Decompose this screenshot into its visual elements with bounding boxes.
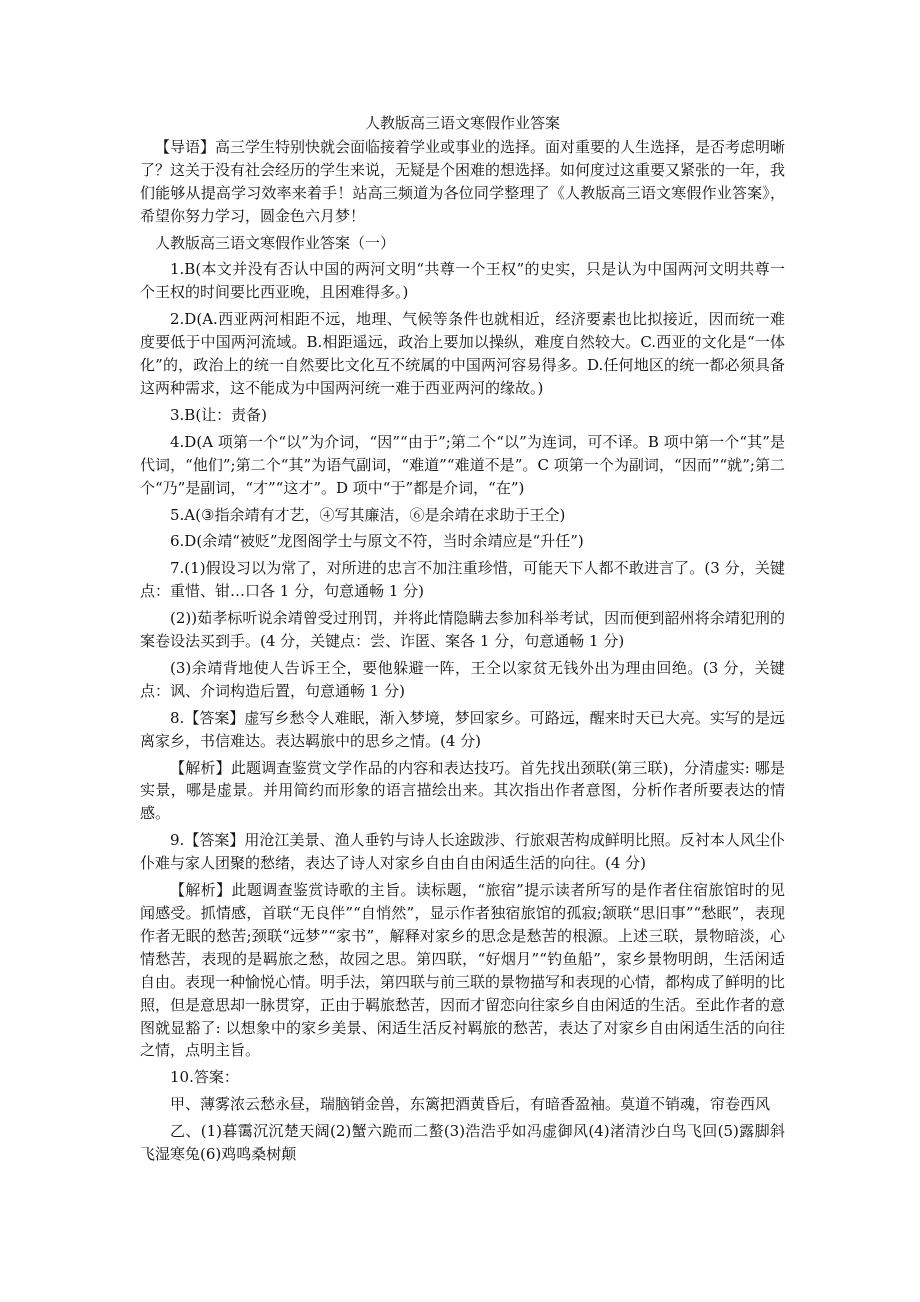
answer-item-5: 5.A(③指余靖有才艺，④写其廉洁，⑥是余靖在求助于王仝) [170,505,566,524]
analysis-item-8: 【解析】此题调查鉴赏文学作品的内容和表达技巧。首先找出颈联(第三联)，分清虚实: 哪是实景，哪是虚景。并用简约而形象的语言描绘出来。其次指出作者意图，分析作者所要表达的情感。 [140,758,785,823]
section-heading: 人教版高三语文寒假作业答案（一） [155,233,396,252]
answer-item-1: 1.B(本文并没有否认中国的两河文明“共尊一个王权”的史实，只是认为中国两河文明共尊一个王权的时间要比西亚晚，且困难得多。) [140,260,785,302]
answer-item-8: 8.【答案】虚写乡愁令人难眠，渐入梦境，梦回家乡。可路远，醒来时天已大亮。实写的是远离家乡，书信难达。表达羁旅中的思乡之情。(4 分) [140,708,785,750]
answer-item-7-3: (3)余靖背地使人告诉王仝，要他躲避一阵，王仝以家贫无钱外出为理由回绝。(3 分，关键点：讽、介词构造后置，句意通畅 1 分) [140,658,785,700]
answer-item-3: 3.B(让：责备) [170,405,268,424]
answer-item-7-1: 7.(1)假设习以为常了，对所进的忠言不加注重珍惜，可能天下人都不敢进言了。(3 分，关键点：重惜、钳…口各 1 分，句意通畅 1 分) [140,559,785,601]
document-page [140,112,785,1170]
answer-item-10: 10.答案： [170,1068,239,1087]
answer-item-6: 6.D(余靖“被贬”龙图阁学士与原文不符，当时余靖应是“升任”) [170,532,584,551]
analysis-item-9: 【解析】此题调查鉴赏诗歌的主旨。读标题，“旅宿”提示读者所写的是作者住宿旅馆时的见闻感受。抓情感，首联“无良伴”“自悄然”，显示作者独宿旅馆的孤寂;颔联“思旧事”“愁眠”，表现作者无眠的愁苦;颈联“远梦”“家书”，解释对家乡的思念是愁苦的根源。上述三联，景物暗淡，心情愁苦，表现的是羁旅之愁，故园之思。第四联，“好烟月”“钓鱼船”，家乡景物明朗，生活闲适自由。表现一种愉悦心情。明手法，第四联与前三联的景物描写和表现的心情，都构成了鲜明的比照，但是意思却一脉贯穿，正由于羁旅愁苦，因而才留恋向往家乡自由闲适的生活。至此作者的意图就显豁了: 以想象中的家乡美景、闲适生活反衬羁旅的愁苦，表达了对家乡自由闲适生活的向往之情，点明主旨。 [140,881,786,1060]
answer-item-4: 4.D(A 项第一个“以”为介词，“因”“由于”;第二个“以”为连词，可不译。B 项中第一个“其”是代词，“他们”;第二个“其”为语气副词，“难道”“难道不是”。C 项第一个为副词，“因而”“就”;第二个“乃”是副词，“才”“这才”。D 项中“于”都是介词，“在”) [140,432,785,497]
answer-item-2: 2.D(A.西亚两河相距不远，地理、气候等条件也就相近，经济要素也比拟接近，因而统一难度要低于中国两河流域。B.相距遥远，政治上要加以操纵，难度自然较大。C.西亚的文化是“一体化”的，政治上的统一自然要比文化互不统属的中国两河容易得多。D.任何地区的统一都必须具备这两种需求，这不能成为中国两河统一难于西亚两河的缘故。) [140,310,785,397]
answer-item-10-a: 甲、薄雾浓云愁永昼，瑞脑销金兽，东篱把酒黄昏后，有暗香盈袖。莫道不销魂，帘卷西风 [170,1095,771,1114]
document-title: 人教版高三语文寒假作业答案 [364,114,560,132]
answer-item-9: 9.【答案】用沧江美景、渔人垂钓与诗人长途跋涉、行旅艰苦构成鲜明比照。反衬本人风尘仆仆难与家人团聚的愁绪，表达了诗人对家乡自由自由闲适生活的向往。(4 分) [140,831,785,873]
answer-item-10-b: 乙、(1)暮霭沉沉楚天阔(2)蟹六跪而二螯(3)浩浩乎如冯虚御风(4)渚清沙白鸟飞回(5)露脚斜飞湿寒兔(6)鸡鸣桑树颠 [140,1122,785,1164]
intro-paragraph: 【导语】高三学生特别快就会面临接着学业或事业的选择。面对重要的人生选择，是否考虑明晰了？这关于没有社会经历的学生来说，无疑是个困难的想选择。如何度过这重要又紧张的一年，我们能够从提高学习效率来着手！站高三频道为各位同学整理了《人教版高三语文寒假作业答案》，希望你努力学习，圆金色六月梦！ [140,137,786,225]
answer-item-7-2: (2))茹孝标听说余靖曾受过刑罚，并将此情隐瞒去参加科举考试，因而便到韶州将余靖犯刑的案卷设法买到手。(4 分，关键点：尝、诈匿、案各 1 分，句意通畅 1 分) [140,609,785,651]
